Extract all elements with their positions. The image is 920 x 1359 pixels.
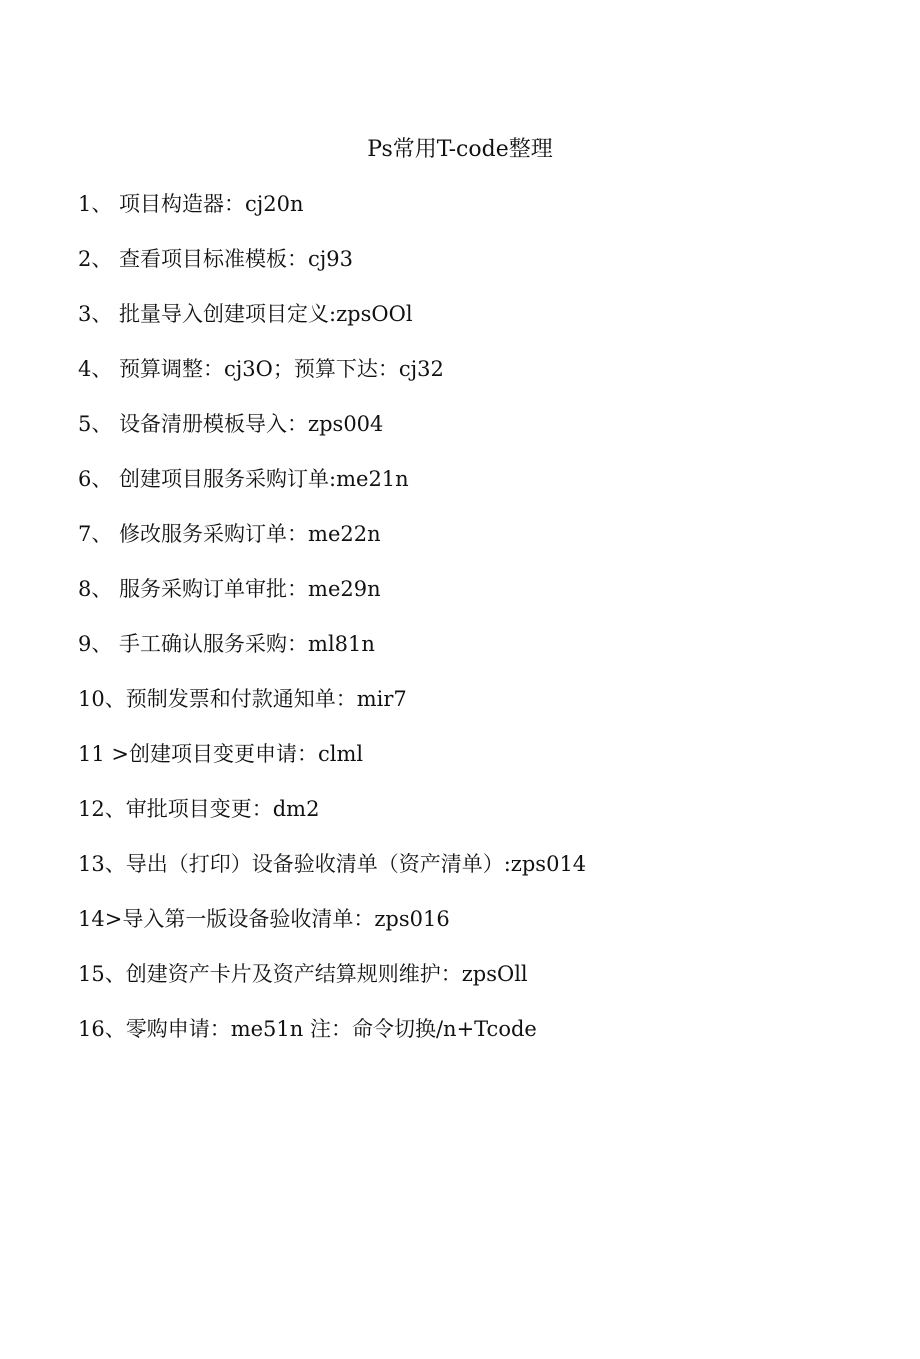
list-item: 4、 预算调整：cj3O；预算下达：cj32 bbox=[78, 357, 444, 381]
list-item: 1、 项目构造器：cj20n bbox=[78, 192, 304, 216]
tcode-list bbox=[78, 188, 858, 1068]
list-item: 3、 批量导入创建项目定义:zpsOOl bbox=[78, 302, 413, 326]
list-item: 6、 创建项目服务采购订单:me21n bbox=[78, 467, 409, 491]
list-item: 7、 修改服务采购订单：me22n bbox=[78, 522, 381, 546]
list-item: 16、零购申请：me51n 注：命令切换/n+Tcode bbox=[78, 1017, 537, 1041]
list-item: 14>导入第一版设备验收清单：zps016 bbox=[78, 907, 450, 931]
list-item: 12、审批项目变更：dm2 bbox=[78, 797, 320, 821]
list-item: 15、创建资产卡片及资产结算规则维护：zpsOll bbox=[78, 962, 528, 986]
list-item: 2、 查看项目标准模板：cj93 bbox=[78, 247, 354, 271]
list-item: 10、预制发票和付款通知单：mir7 bbox=[78, 687, 407, 711]
list-item: 13、导出（打印）设备验收清单（资产清单）:zps014 bbox=[78, 852, 587, 876]
list-item: 11 >创建项目变更申请：clml bbox=[78, 742, 364, 766]
document-title: Ps常用T-code整理 bbox=[367, 137, 553, 162]
list-item: 9、 手工确认服务采购：ml81n bbox=[78, 632, 375, 656]
list-item: 5、 设备清册模板导入：zps004 bbox=[78, 412, 384, 436]
list-item: 8、 服务采购订单审批：me29n bbox=[78, 577, 381, 601]
